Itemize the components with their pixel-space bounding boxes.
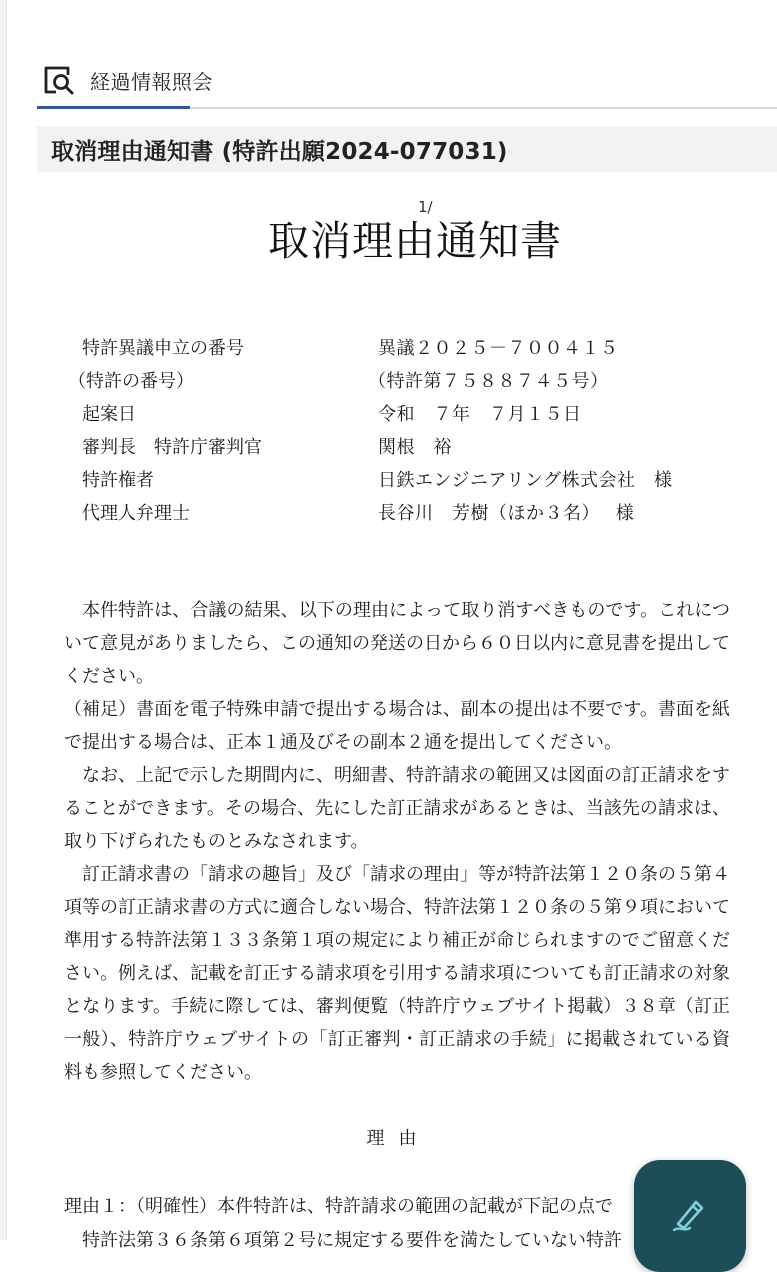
meta-row-chief-examiner xyxy=(64,429,754,462)
meta-value: 関根 裕 xyxy=(378,437,452,458)
meta-label: （特許の番号） xyxy=(68,371,194,392)
meta-label: 特許異議申立の番号 xyxy=(82,338,244,359)
edit-fab-button[interactable] xyxy=(634,1160,746,1272)
page-title: 取消理由通知書 (特許出願2024-077031) xyxy=(51,138,508,165)
meta-row-patentee xyxy=(64,462,754,495)
page-number-mark: 1/ xyxy=(418,198,433,216)
meta-row-draft-date xyxy=(64,396,754,429)
active-tab-indicator xyxy=(37,106,190,109)
tab-bar-divider xyxy=(190,107,777,109)
reason-line: 特許法第３６条第６項第２号に規定する要件を満たしていない特許 xyxy=(64,1230,622,1251)
meta-label: 特許権者 xyxy=(82,470,154,491)
meta-row-opposition-number xyxy=(64,330,754,363)
edit-pen-icon xyxy=(670,1194,710,1238)
meta-value: 令和 ７年 ７月１５日 xyxy=(378,404,582,425)
document-heading: 取消理由通知書 xyxy=(268,217,562,265)
section-heading-reasons: 理由 xyxy=(366,1128,431,1149)
meta-label: 審判長 特許庁審判官 xyxy=(82,437,262,458)
meta-value: 長谷川 芳樹（ほか３名） 様 xyxy=(378,503,635,524)
document-meta-table xyxy=(64,330,754,528)
body-paragraph: （補足）書面を電子特殊申請で提出する場合は、副本の提出は不要です。書面を紙で提出する場合は、正本１通及びその副本２通を提出してください。 xyxy=(64,699,730,753)
meta-value: 日鉄エンジニアリング株式会社 様 xyxy=(378,470,673,491)
meta-row-patent-number xyxy=(64,363,754,396)
meta-value: （特許第７５８８７４５号） xyxy=(368,371,609,392)
meta-label: 起案日 xyxy=(82,404,136,425)
tab-label: 経過情報照会 xyxy=(90,69,213,94)
meta-label: 代理人弁理士 xyxy=(82,503,190,524)
notice-body xyxy=(64,594,730,1089)
body-paragraph: 訂正請求書の「請求の趣旨」及び「請求の理由」等が特許法第１２０条の５第４項等の訂正請求書の方式に適合しない場合、特許法第１２０条の５第９項において準用する特許法第１３３条第１項の規定により補正が命じられますのでご留意ください。例えば、記載を訂正する請求項を引用する請求項についても訂正請求の対象となります。手続に際しては、審判便覧（特許庁ウェブサイト掲載）３８章（訂正一般）、特許庁ウェブサイトの「訂正審判・訂正請求の手続」に掲載されている資料も参照してください。 xyxy=(64,864,730,1083)
body-paragraph: なお、上記で示した期間内に、明細書、特許請求の範囲又は図面の訂正請求をすることができます。その場合、先にした訂正請求があるときは、当該先の請求は、取り下げられたものとみなされます。 xyxy=(64,765,730,852)
search-document-icon xyxy=(42,63,76,97)
document-title-bar xyxy=(37,126,777,172)
tab-progress-inquiry[interactable] xyxy=(38,56,213,104)
left-edge-divider xyxy=(0,0,7,1240)
body-paragraph: 本件特許は、合議の結果、以下の理由によって取り消すべきものです。これについて意見がありましたら、この通知の発送の日から６０日以内に意見書を提出してください。 xyxy=(64,600,730,687)
reason-line: 理由１：（明確性）本件特許は、特許請求の範囲の記載が下記の点で xyxy=(64,1196,613,1217)
meta-value: 異議２０２５－７００４１５ xyxy=(378,338,619,359)
meta-row-attorney xyxy=(64,495,754,528)
